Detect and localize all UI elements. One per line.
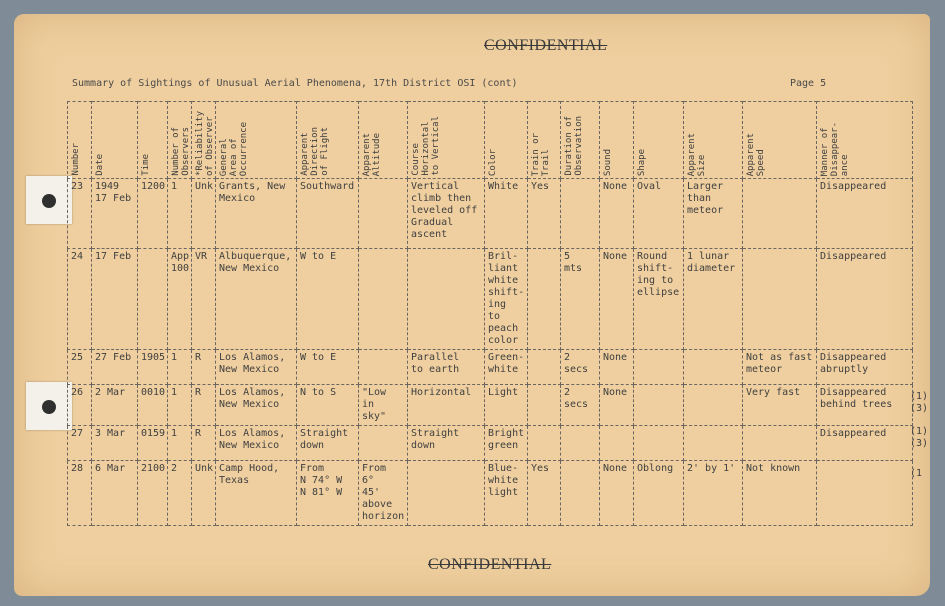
table-cell: None: [600, 385, 634, 426]
table-cell: Los Alamos, New Mexico: [216, 426, 297, 461]
table-cell: Bright green: [485, 426, 528, 461]
table-cell: [359, 249, 408, 350]
table-cell: 1: [168, 179, 192, 249]
table-cell: 2' by 1': [684, 461, 743, 526]
table-cell: [561, 426, 600, 461]
table-cell: [684, 350, 743, 385]
table-cell: [561, 461, 600, 526]
table-cell: [359, 179, 408, 249]
table-row: [68, 426, 913, 461]
column-header: Apparent Altitude: [359, 102, 408, 179]
table-cell: [634, 385, 684, 426]
table-cell: Parallel to earth: [408, 350, 485, 385]
table-cell: Unk: [192, 461, 216, 526]
table-cell: [408, 249, 485, 350]
table-cell: None: [600, 461, 634, 526]
table-cell: Very fast: [743, 385, 817, 426]
table-cell: 1905: [138, 350, 168, 385]
table-cell: 27 Feb: [92, 350, 138, 385]
table-cell: [528, 350, 561, 385]
column-header: Manner of Disappear- ance: [817, 102, 913, 179]
table-header-row: [68, 102, 913, 179]
table-cell: Oval: [634, 179, 684, 249]
sightings-table: [67, 101, 913, 526]
table-row: [68, 461, 913, 526]
table-cell: 2 secs: [561, 350, 600, 385]
table-row: [68, 179, 913, 249]
table-cell: 1200: [138, 179, 168, 249]
binder-hole-tab: [26, 382, 72, 430]
table-cell: Disappeared: [817, 249, 913, 350]
table-cell: 1 lunar diameter: [684, 249, 743, 350]
column-header: Apparent Size: [684, 102, 743, 179]
table-cell: From N 74° W N 81° W: [297, 461, 359, 526]
table-cell: [684, 385, 743, 426]
table-cell: 6 Mar: [92, 461, 138, 526]
column-header: Duration of Observation: [561, 102, 600, 179]
table-cell: None: [600, 249, 634, 350]
column-header: General Area of Occurrence: [216, 102, 297, 179]
table-cell: [817, 461, 913, 526]
table-cell: Disappeared behind trees: [817, 385, 913, 426]
table-cell: 24: [68, 249, 92, 350]
table-cell: [408, 461, 485, 526]
table-cell: Disappeared: [817, 426, 913, 461]
table-cell: Disappeared abruptly: [817, 350, 913, 385]
table-cell: Los Alamos, New Mexico: [216, 385, 297, 426]
table-row: [68, 249, 913, 350]
column-header: Number of Observers: [168, 102, 192, 179]
page-number: Page 5: [790, 78, 827, 89]
confidential-stamp-bottom: CONFIDENTIAL: [428, 556, 552, 573]
table-cell: 0159: [138, 426, 168, 461]
table-cell: Camp Hood, Texas: [216, 461, 297, 526]
table-cell: Southward: [297, 179, 359, 249]
table-cell: Bril- liant white shift- ing to peach color: [485, 249, 528, 350]
column-header: Number: [68, 102, 92, 179]
table-cell: 2100: [138, 461, 168, 526]
table-cell: Yes: [528, 179, 561, 249]
table-cell: Grants, New Mexico: [216, 179, 297, 249]
column-header: Apparent Speed: [743, 102, 817, 179]
table-cell: Oblong: [634, 461, 684, 526]
table-cell: Larger than meteor: [684, 179, 743, 249]
table-cell: 0010: [138, 385, 168, 426]
table-cell: W to E: [297, 350, 359, 385]
table-cell: N to S: [297, 385, 359, 426]
table-cell: "Low in sky": [359, 385, 408, 426]
table-row: [68, 385, 913, 426]
binder-hole-tab: [26, 176, 72, 224]
table-cell: Green- white: [485, 350, 528, 385]
table-cell: Straight down: [408, 426, 485, 461]
table-cell: 26: [68, 385, 92, 426]
document-title: Summary of Sightings of Unusual Aerial Phenomena, 17th District OSI (cont): [72, 78, 518, 89]
column-header: Sound: [600, 102, 634, 179]
column-header: Color: [485, 102, 528, 179]
table-cell: R: [192, 426, 216, 461]
table-cell: From 6° 45' above horizon: [359, 461, 408, 526]
table-cell: White: [485, 179, 528, 249]
table-cell: [528, 385, 561, 426]
table-cell: 28: [68, 461, 92, 526]
table-cell: [561, 179, 600, 249]
table-cell: VR: [192, 249, 216, 350]
table-cell: 2 secs: [561, 385, 600, 426]
table-cell: Disappeared: [817, 179, 913, 249]
table-cell: [743, 249, 817, 350]
table-cell: Los Alamos, New Mexico: [216, 350, 297, 385]
table-cell: Not known: [743, 461, 817, 526]
table-cell: 5 mts: [561, 249, 600, 350]
table-cell: Vertical climb then leveled off Gradual ascent: [408, 179, 485, 249]
column-header: Shape: [634, 102, 684, 179]
column-header: Apparent Direction of Flight: [297, 102, 359, 179]
table-cell: W to E: [297, 249, 359, 350]
column-header: Train or Trail: [528, 102, 561, 179]
table-cell: 27: [68, 426, 92, 461]
table-cell: Round shift- ing to ellipse: [634, 249, 684, 350]
margin-note: (1) (3): [910, 426, 929, 449]
margin-note: (1) (3): [910, 391, 929, 414]
table-cell: 1: [168, 385, 192, 426]
column-header: *Reliability of Observer: [192, 102, 216, 179]
confidential-stamp-top: CONFIDENTIAL: [484, 37, 608, 54]
table-cell: [634, 350, 684, 385]
table-cell: 1: [168, 350, 192, 385]
table-row: [68, 350, 913, 385]
table-cell: Unk: [192, 179, 216, 249]
column-header: Date: [92, 102, 138, 179]
table-cell: R: [192, 385, 216, 426]
table-cell: 3 Mar: [92, 426, 138, 461]
table-cell: [528, 249, 561, 350]
table-cell: 23: [68, 179, 92, 249]
table-cell: None: [600, 179, 634, 249]
table-cell: 17 Feb: [92, 249, 138, 350]
table-cell: [743, 179, 817, 249]
table-cell: [138, 249, 168, 350]
table-cell: Albuquerque, New Mexico: [216, 249, 297, 350]
table-cell: Straight down: [297, 426, 359, 461]
column-header: Course Horizontal to Vertical: [408, 102, 485, 179]
table-cell: 25: [68, 350, 92, 385]
table-cell: App 100: [168, 249, 192, 350]
table-cell: [684, 426, 743, 461]
table-cell: Blue- white light: [485, 461, 528, 526]
table-cell: [359, 350, 408, 385]
table-cell: Not as fast meteor: [743, 350, 817, 385]
table-cell: [528, 426, 561, 461]
table-cell: 2 Mar: [92, 385, 138, 426]
column-header: Time: [138, 102, 168, 179]
table-cell: [600, 426, 634, 461]
table-cell: [359, 426, 408, 461]
table-cell: R: [192, 350, 216, 385]
table-cell: [743, 426, 817, 461]
table-cell: 2: [168, 461, 192, 526]
table-cell: 1: [168, 426, 192, 461]
table-cell: None: [600, 350, 634, 385]
table-cell: 1949 17 Feb: [92, 179, 138, 249]
table-cell: Horizontal: [408, 385, 485, 426]
margin-note: (1: [910, 468, 923, 479]
table-cell: Yes: [528, 461, 561, 526]
table-cell: [634, 426, 684, 461]
table-cell: Light: [485, 385, 528, 426]
